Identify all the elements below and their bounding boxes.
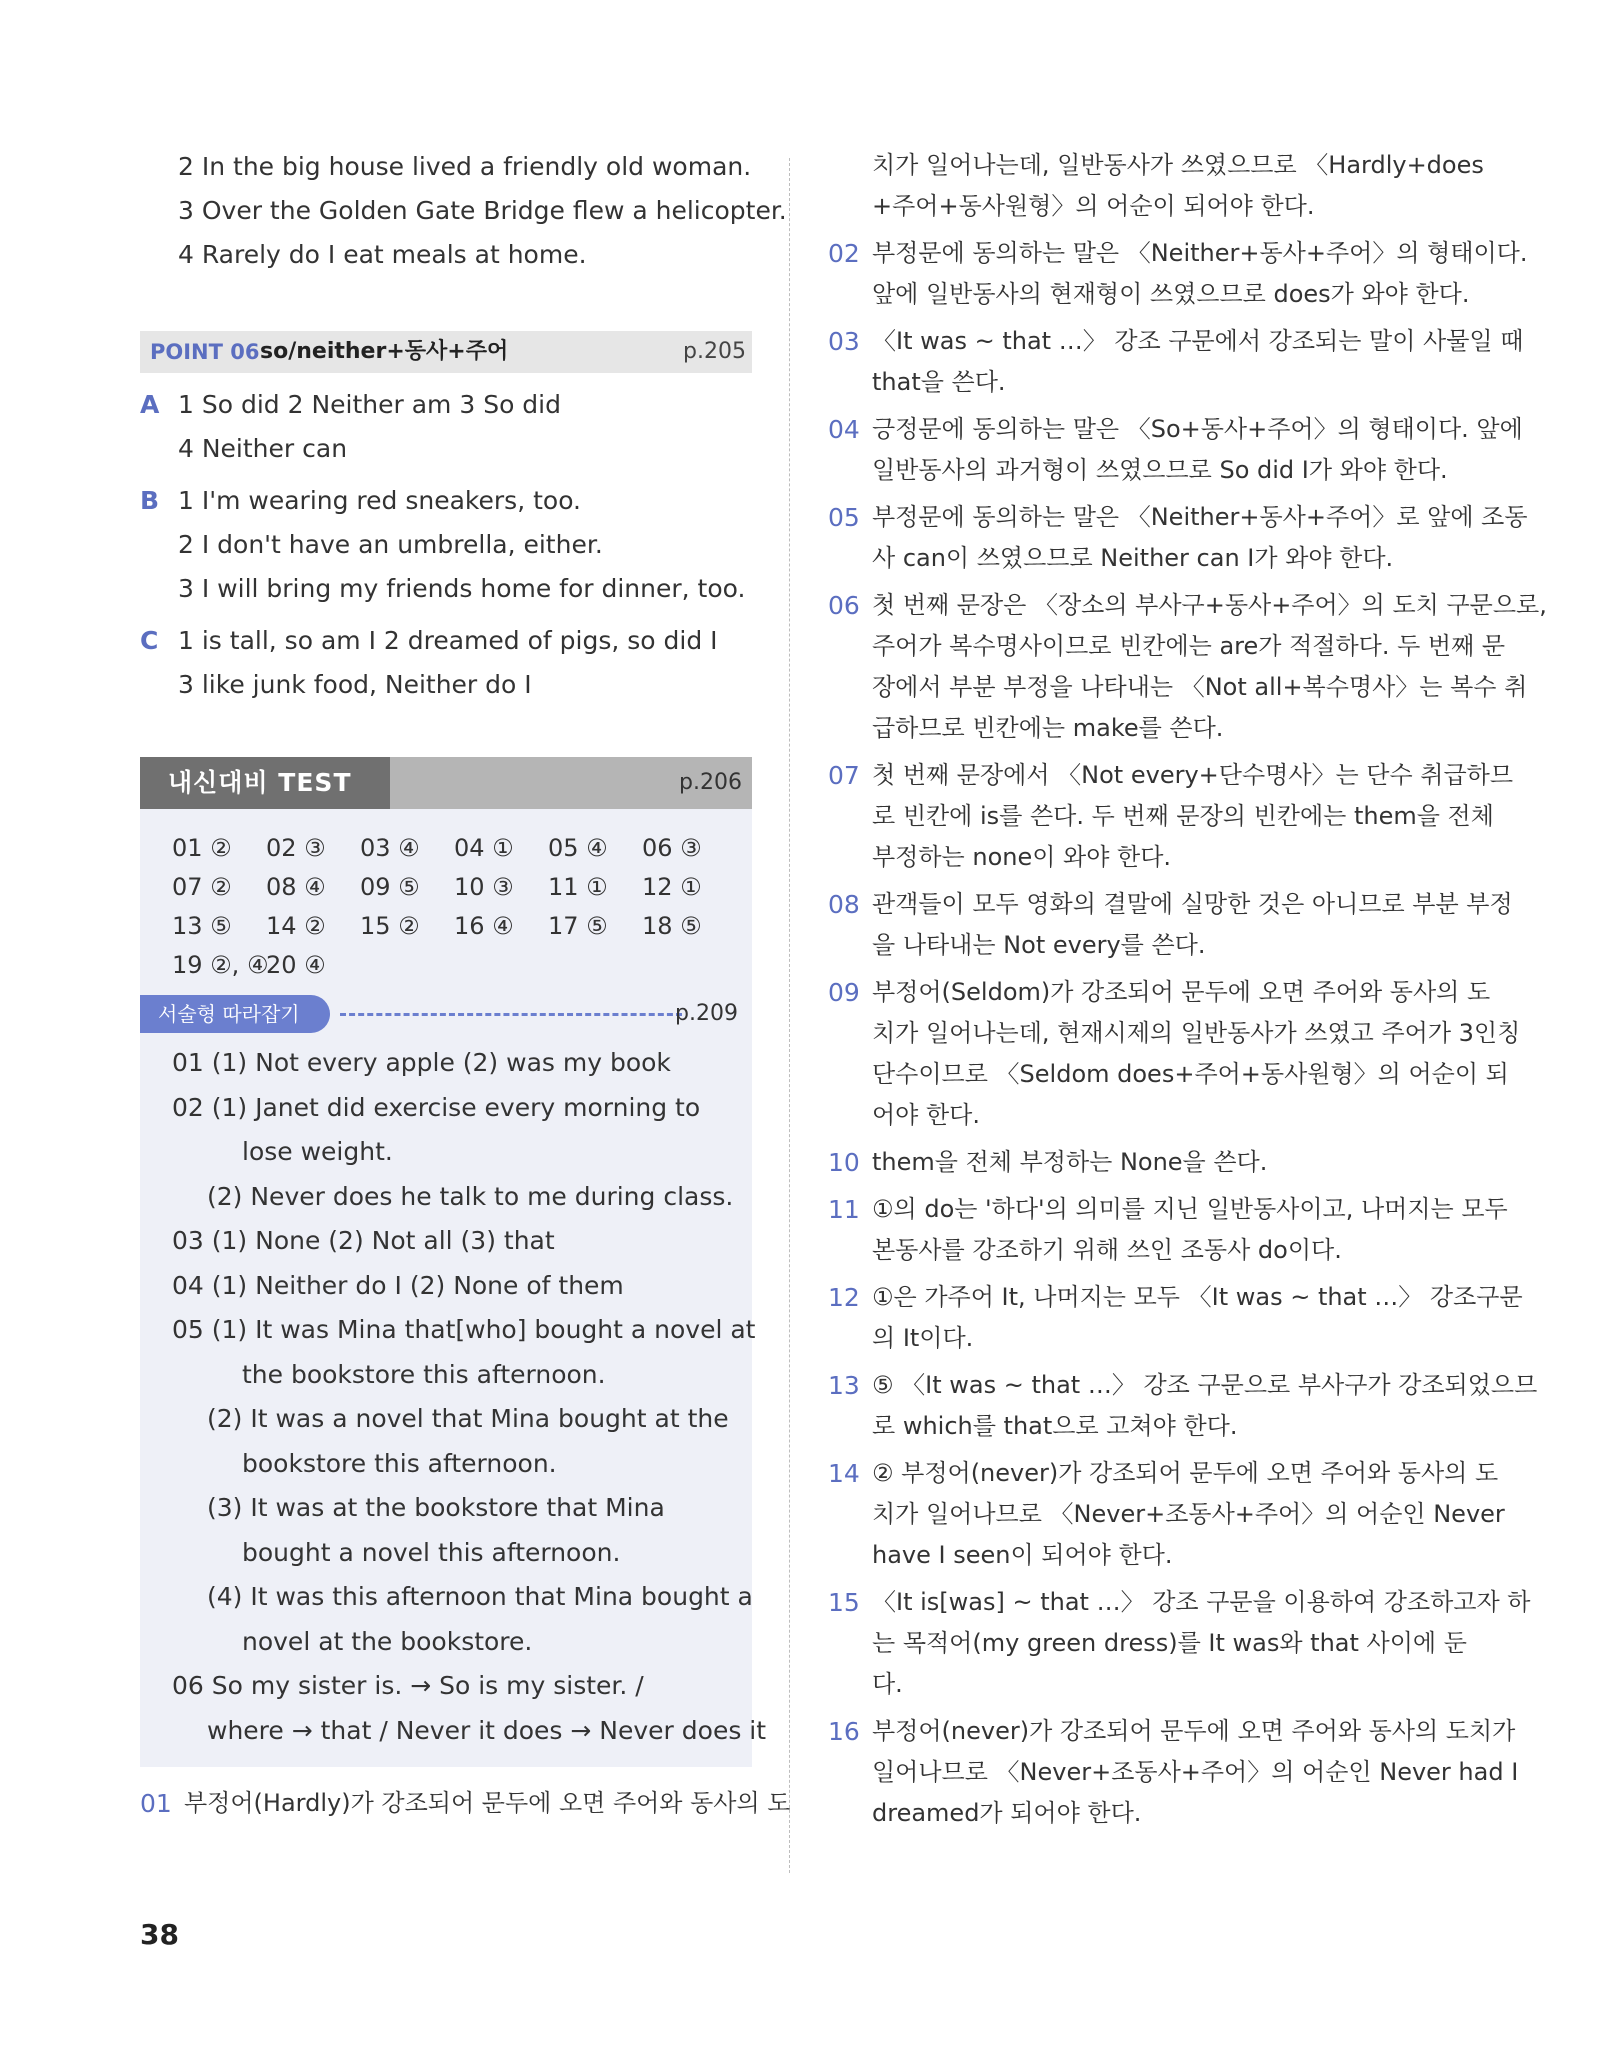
grid-answer: 18 ⑤ (642, 912, 702, 940)
answer-line: 1 So did 2 Neither am 3 So did (178, 390, 561, 419)
explanation-line: 본동사를 강조하기 위해 쓰인 조동사 do이다. (872, 1236, 1342, 1264)
test-header (140, 757, 752, 809)
explanation-line: 치가 일어나는데, 일반동사가 쓰였으므로 〈Hardly+does (872, 151, 1484, 179)
answer-block-b (140, 479, 752, 611)
section-letter: C (140, 626, 159, 655)
grid-answer: 17 ⑤ (548, 912, 608, 940)
grid-answer: 05 ④ (548, 834, 608, 862)
explanation-item (828, 972, 1521, 1136)
explanation-line: 단수이므로 〈Seldom does+주어+동사원형〉의 어순이 되 (872, 1060, 1509, 1088)
explanation-line: 부정어(never)가 강조되어 문두에 오면 주어와 동사의 도치가 (872, 1717, 1516, 1745)
column-divider (789, 158, 790, 1873)
answer-line: 1 I'm wearing red sneakers, too. (178, 486, 581, 515)
explanation-number: 02 (828, 239, 860, 268)
explanation-line: 치가 일어나는데, 현재시제의 일반동사가 쓰였고 주어가 3인칭 (872, 1019, 1521, 1047)
answer-line: 2 In the big house lived a friendly old woman. (178, 152, 752, 181)
explanation-number: 11 (828, 1195, 860, 1224)
explanation-item (828, 233, 1528, 315)
explanation-item (828, 1582, 1531, 1705)
subjective-header (158, 995, 752, 1033)
grid-answer: 09 ⑤ (360, 873, 420, 901)
subjective-line: 02 (1) Janet did exercise every morning to (172, 1092, 701, 1122)
explanation-number: 10 (828, 1148, 860, 1177)
grid-answer: 02 ③ (266, 834, 326, 862)
explanation-line: 부정문에 동의하는 말은 〈Neither+동사+주어〉로 앞에 조동 (872, 503, 1528, 531)
answer-block-a (140, 383, 752, 471)
explanation-line: 다. (872, 1670, 903, 1698)
subjective-page: p.209 (675, 1001, 738, 1026)
explanation-number: 16 (828, 1717, 860, 1746)
explanation-line: 는 목적어(my green dress)를 It was와 that 사이에 둔 (872, 1629, 1467, 1657)
explanation-item (828, 1365, 1538, 1447)
grid-answer: 01 ② (172, 834, 232, 862)
subjective-line: the bookstore this afternoon. (242, 1359, 606, 1389)
explanation-line: ①은 가주어 It, 나머지는 모두 〈It was ~ that …〉 강조구문 (872, 1283, 1523, 1311)
explanation-line: +주어+동사원형〉의 어순이 되어야 한다. (872, 192, 1315, 220)
explanation-number: 05 (828, 503, 860, 532)
answer-line: 3 I will bring my friends home for dinner, too. (178, 574, 746, 603)
point-label: POINT 06 (150, 340, 260, 364)
explanation-list (828, 233, 1547, 1834)
grid-answer: 12 ① (642, 873, 702, 901)
subjective-line: bought a novel this afternoon. (242, 1537, 621, 1567)
dashed-rule (340, 1013, 682, 1016)
explanation-line: 주어가 복수명사이므로 빈칸에는 are가 적절하다. 두 번째 문 (872, 632, 1506, 660)
subjective-line: (3) It was at the bookstore that Mina (207, 1493, 665, 1522)
explanation-line: them을 전체 부정하는 None을 쓴다. (872, 1148, 1268, 1176)
explanation-number: 13 (828, 1371, 860, 1400)
subjective-line: (2) Never does he talk to me during class. (207, 1181, 734, 1211)
explanation-line: 어야 한다. (872, 1101, 980, 1129)
explanation-line: 긍정문에 동의하는 말은 〈So+동사+주어〉의 형태이다. 앞에 (872, 415, 1523, 443)
explanation-line: 장에서 부분 부정을 나타내는 〈Not all+복수명사〉는 복수 취 (872, 673, 1528, 701)
explanation-01-continued (828, 145, 1484, 227)
answer-line: 4 Rarely do I eat meals at home. (178, 240, 587, 269)
explanation-item (828, 1142, 1440, 1183)
explanation-01 (140, 1783, 791, 1824)
explanation-line: ② 부정어(never)가 강조되어 문두에 오면 주어와 동사의 도 (872, 1459, 1499, 1487)
explanation-line: 〈It is[was] ~ that …〉 강조 구문을 이용하여 강조하고자 하 (872, 1588, 1531, 1616)
page-number: 38 (140, 1918, 179, 1951)
explanation-line: 사 can이 쓰였으므로 Neither can I가 와야 한다. (872, 544, 1394, 572)
explanation-line: 관객들이 모두 영화의 결말에 실망한 것은 아니므로 부분 부정 (872, 890, 1513, 918)
explanation-item (828, 1711, 1519, 1834)
explanation-number: 03 (828, 327, 860, 356)
test-title: 내신대비 TEST (140, 757, 390, 809)
subjective-line: 05 (1) It was Mina that[who] bought a novel at (172, 1315, 756, 1344)
subjective-line: 01 (1) Not every apple (2) was my book (172, 1048, 671, 1077)
section-letter: B (140, 486, 160, 515)
explanation-number: 09 (828, 978, 860, 1007)
test-page: p.206 (679, 770, 742, 795)
explanation-item (828, 884, 1513, 966)
answer-line: 2 I don't have an umbrella, either. (178, 530, 603, 559)
answer-line: 3 Over the Golden Gate Bridge flew a helicopter. (178, 196, 787, 225)
explanation-item (828, 755, 1514, 878)
subjective-line: 03 (1) None (2) Not all (3) that (172, 1226, 555, 1255)
grid-answer: 13 ⑤ (172, 912, 232, 940)
explanation-line: 앞에 일반동사의 현재형이 쓰였으므로 does가 와야 한다. (872, 280, 1470, 308)
subjective-line: where → that / Never it does → Never does it (207, 1715, 767, 1745)
grid-answer: 14 ② (266, 912, 326, 940)
explanation-line: 〈It was ~ that …〉 강조 구문에서 강조되는 말이 사물일 때 (872, 327, 1524, 355)
grid-answer: 10 ③ (454, 873, 514, 901)
subjective-line: novel at the bookstore. (242, 1626, 533, 1656)
explanation-item (828, 409, 1523, 491)
grid-answer: 15 ② (360, 912, 420, 940)
explanation-line: ①의 do는 '하다'의 의미를 지닌 일반동사이고, 나머지는 모두 (872, 1195, 1508, 1223)
explanation-line: 일어나므로 〈Never+조동사+주어〉의 어순인 Never had I (872, 1758, 1519, 1786)
answer-block-c (140, 619, 752, 707)
explanation-number: 14 (828, 1459, 860, 1488)
explanation-number: 12 (828, 1283, 860, 1312)
grid-answer: 20 ④ (266, 951, 326, 979)
answer-line: 1 is tall, so am I 2 dreamed of pigs, so did I (178, 626, 718, 655)
left-column (140, 145, 791, 1830)
subjective-line: (4) It was this afternoon that Mina bought a (207, 1582, 753, 1611)
grid-answer: 07 ② (172, 873, 232, 901)
answer-grid (172, 829, 752, 985)
explanation-item (828, 585, 1547, 749)
explanation-number: 07 (828, 761, 860, 790)
explanation-line: 급하므로 빈칸에는 make를 쓴다. (872, 714, 1224, 742)
subjective-label: 서술형 따라잡기 (140, 995, 330, 1033)
explanation-line: 치가 일어나므로 〈Never+조동사+주어〉의 어순인 Never (872, 1500, 1505, 1528)
explanation-number: 08 (828, 890, 860, 919)
test-box (140, 809, 767, 1767)
subjective-answers (172, 1033, 767, 1753)
subjective-line: bookstore this afternoon. (242, 1448, 557, 1478)
point-page: p.205 (683, 339, 746, 364)
subjective-line: 06 So my sister is. → So is my sister. / (172, 1671, 644, 1700)
explanation-line: 첫 번째 문장은 〈장소의 부사구+동사+주어〉의 도치 구문으로, (872, 591, 1547, 619)
explanation-item (828, 497, 1528, 579)
grid-answer: 08 ④ (266, 873, 326, 901)
explanation-line: that을 쓴다. (872, 368, 1006, 396)
explanation-number: 01 (140, 1789, 172, 1818)
explanation-item (828, 1277, 1523, 1359)
answer-line: 4 Neither can (178, 434, 348, 463)
point-header (140, 331, 752, 373)
explanation-line: 을 나타내는 Not every를 쓴다. (872, 931, 1206, 959)
explanation-number: 04 (828, 415, 860, 444)
grid-answer: 19 ②, ④ (172, 951, 269, 979)
top-answers (140, 145, 787, 277)
explanation-line: 일반동사의 과거형이 쓰였으므로 So did I가 와야 한다. (872, 456, 1448, 484)
explanation-item (828, 1453, 1505, 1576)
explanation-item (828, 321, 1524, 403)
right-column (828, 145, 1547, 1840)
section-letter: A (140, 390, 160, 419)
answer-line: 3 like junk food, Neither do I (178, 670, 532, 699)
explanation-line: 로 빈칸에 is를 쓴다. 두 번째 문장의 빈칸에는 them을 전체 (872, 802, 1494, 830)
explanation-number: 15 (828, 1588, 860, 1617)
explanation-item (828, 1189, 1508, 1271)
explanation-line: 의 It이다. (872, 1324, 974, 1352)
explanation-line: dreamed가 되어야 한다. (872, 1799, 1142, 1827)
explanation-line: 부정문에 동의하는 말은 〈Neither+동사+주어〉의 형태이다. (872, 239, 1528, 267)
subjective-line: 04 (1) Neither do I (2) None of them (172, 1270, 624, 1300)
explanation-line: 부정어(Seldom)가 강조되어 문두에 오면 주어와 동사의 도 (872, 978, 1491, 1006)
explanation-line: have I seen이 되어야 한다. (872, 1541, 1173, 1569)
grid-answer: 16 ④ (454, 912, 514, 940)
grid-answer: 03 ④ (360, 834, 420, 862)
explanation-line: 첫 번째 문장에서 〈Not every+단수명사〉는 단수 취급하므 (872, 761, 1514, 789)
subjective-line: lose weight. (242, 1137, 393, 1166)
point-title: so/neither+동사+주어 (260, 339, 509, 364)
grid-answer: 11 ① (548, 873, 608, 901)
explanation-line: 로 which를 that으로 고쳐야 한다. (872, 1412, 1238, 1440)
explanation-line: 부정하는 none이 와야 한다. (872, 843, 1172, 871)
explanation-line: ⑤ 〈It was ~ that …〉 강조 구문으로 부사구가 강조되었으므 (872, 1371, 1538, 1399)
grid-answer: 04 ① (454, 834, 514, 862)
subjective-line: (2) It was a novel that Mina bought at the (207, 1404, 729, 1433)
explanation-line: 부정어(Hardly)가 강조되어 문두에 오면 주어와 동사의 도 (184, 1789, 791, 1817)
explanation-number: 06 (828, 591, 860, 620)
grid-answer: 06 ③ (642, 834, 702, 862)
